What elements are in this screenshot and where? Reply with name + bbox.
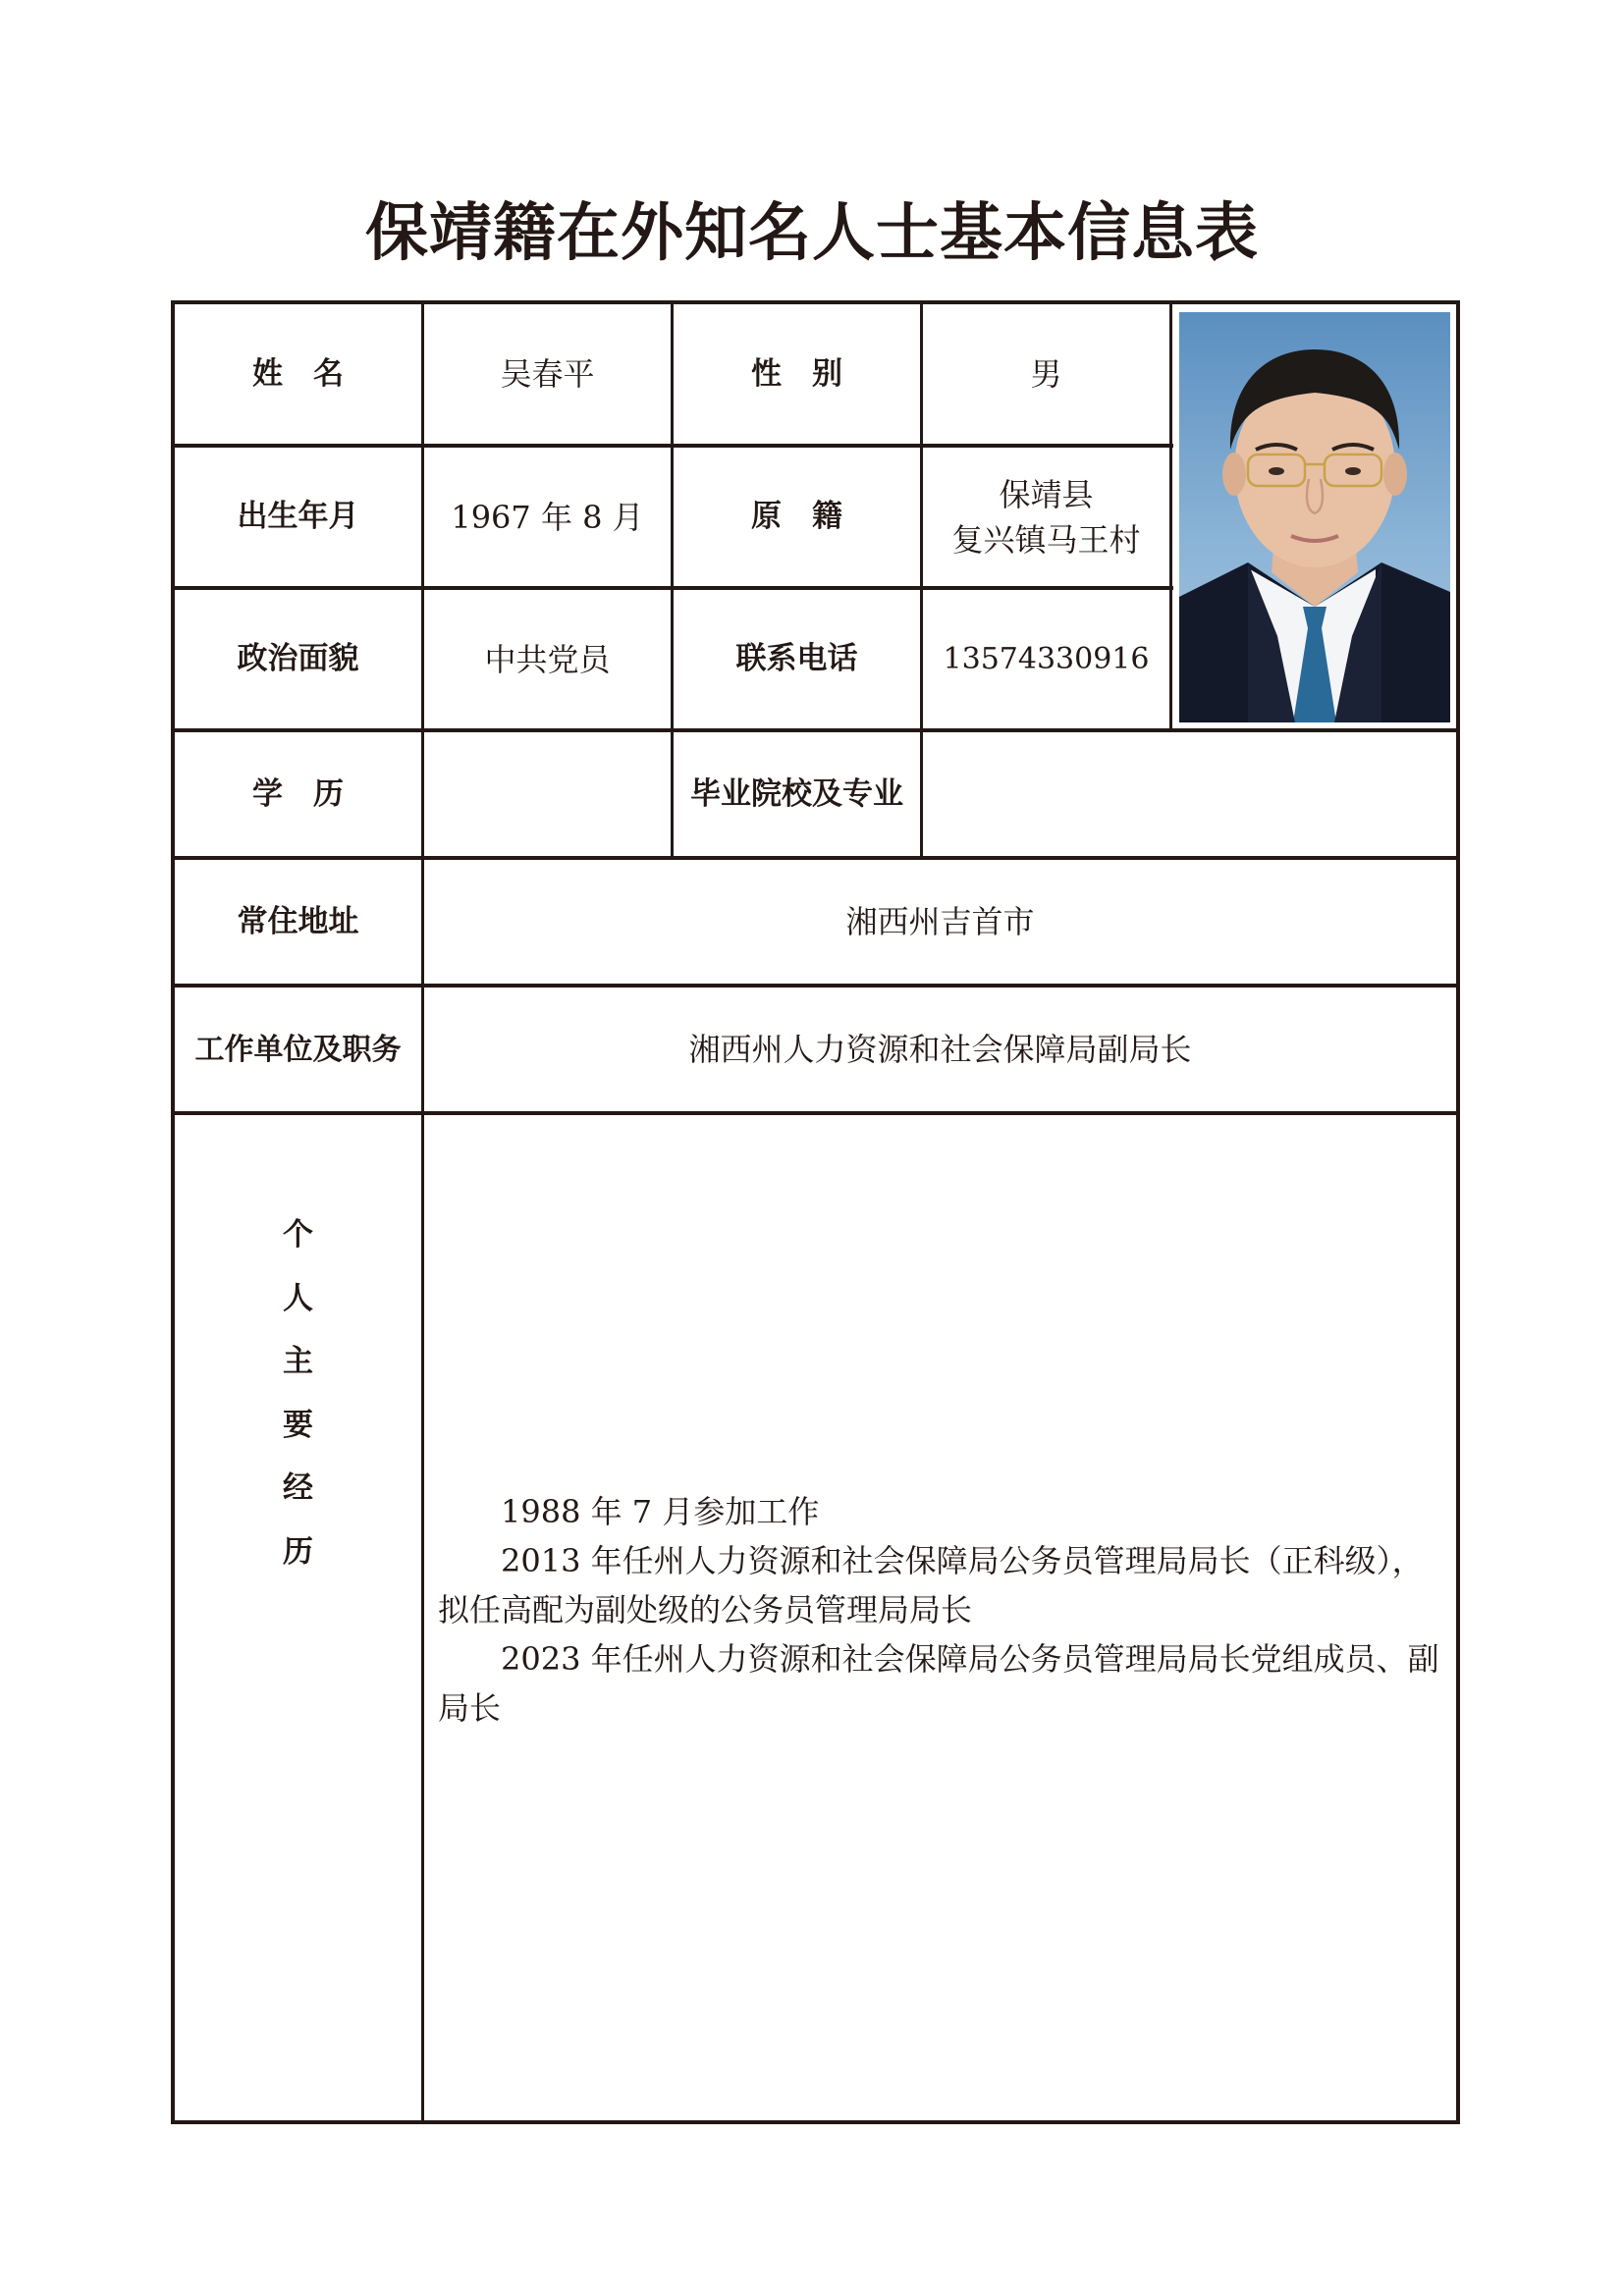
education-value: [424, 732, 671, 856]
portrait-photo: [1179, 312, 1450, 722]
resume-content: [438, 1487, 1444, 1733]
row-divider: [175, 1111, 1456, 1115]
resume-entry: 2013 年任州人力资源和社会保障局公务员管理局局长（正科级），拟任高配为副处级的公务员管理局局长: [438, 1542, 1424, 1629]
phone-value: 13574330916: [943, 642, 1150, 676]
resume-label-chars: [283, 1212, 313, 1575]
resume-label-char: 经: [283, 1470, 313, 1506]
phone-label: 联系电话: [735, 641, 858, 677]
resume-label-char: 要: [283, 1407, 313, 1443]
resume-entry: 2023 年任州人力资源和社会保障局公务员管理局局长党组成员、副局长: [438, 1640, 1439, 1727]
name-value: 吴春平: [500, 355, 595, 393]
info-table: [171, 300, 1460, 2124]
page-title: 保靖籍在外知名人士基本信息表: [365, 196, 1259, 270]
address-value: 湘西州吉首市: [845, 903, 1035, 940]
name-label: 姓 名: [252, 355, 344, 392]
birth-value: 1967 年 8 月: [451, 498, 644, 536]
resume-entry: 1988 年 7 月参加工作: [501, 1493, 820, 1530]
school-label: 毕业院校及专业: [690, 775, 903, 812]
political-value: 中共党员: [484, 640, 611, 678]
resume-label-char: 个: [283, 1217, 313, 1253]
birth-label: 出生年月: [237, 499, 359, 535]
col-divider: [1169, 304, 1172, 728]
origin-value-line2: 复兴镇马王村: [951, 520, 1141, 559]
education-label: 学 历: [252, 775, 344, 812]
gender-label: 性 别: [751, 355, 842, 392]
address-label: 常住地址: [237, 903, 359, 939]
resume-label-char: 人: [283, 1280, 313, 1316]
gender-value: 男: [1030, 355, 1062, 393]
political-label: 政治面貌: [237, 641, 359, 677]
origin-label: 原 籍: [751, 499, 842, 535]
resume-label-char: 主: [283, 1344, 313, 1379]
origin-value: [923, 448, 1169, 586]
portrait-illustration: [1179, 312, 1450, 722]
work-label: 工作单位及职务: [194, 1032, 402, 1067]
origin-value-line1: 保靖县: [999, 475, 1094, 513]
resume-label-char: 历: [283, 1533, 313, 1570]
work-value: 湘西州人力资源和社会保障局副局长: [688, 1031, 1192, 1068]
school-value: [923, 732, 1456, 856]
